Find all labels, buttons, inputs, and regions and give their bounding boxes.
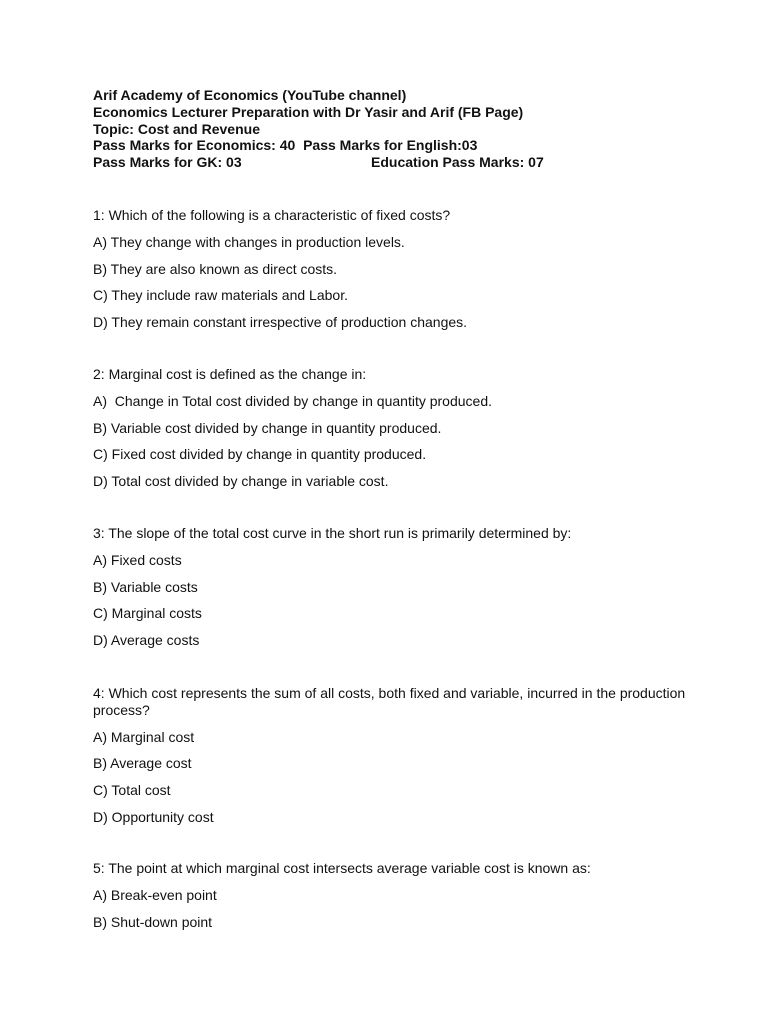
header-topic-line: Topic: Cost and Revenue <box>93 120 260 137</box>
option-a: A) They change with changes in production levels. <box>93 233 405 250</box>
question-2 <box>93 366 693 490</box>
question-text: 3: The slope of the total cost curve in the short run is primarily determined by: <box>93 525 572 541</box>
question-3 <box>93 525 693 649</box>
option-c: C) They include raw materials and Labor. <box>93 287 348 304</box>
question-5 <box>93 860 693 930</box>
option-a: A) Change in Total cost divided by change in quantity produced. <box>93 392 492 409</box>
option-b: B) They are also known as direct costs. <box>93 260 338 277</box>
document-header <box>93 87 693 171</box>
option-c: C) Total cost <box>93 782 171 799</box>
header-pass-marks-gk: Pass Marks for GK: 03 <box>93 154 242 171</box>
option-d: D) They remain constant irrespective of production changes. <box>93 314 468 331</box>
question-4 <box>93 685 693 826</box>
header-pass-marks-economics-english: Pass Marks for Economics: 40 Pass Marks for English:03 <box>93 137 478 154</box>
header-channel-line: Arif Academy of Economics (YouTube channel) <box>93 87 407 103</box>
header-pass-marks-row <box>93 154 693 171</box>
option-b: B) Variable costs <box>93 578 198 595</box>
question-text: 2: Marginal cost is defined as the change in: <box>93 366 367 382</box>
option-b: B) Variable cost divided by change in quantity produced. <box>93 419 442 436</box>
question-text: 5: The point at which marginal cost intersects average variable cost is known as: <box>93 860 591 876</box>
option-a: A) Fixed costs <box>93 551 182 568</box>
option-c: C) Marginal costs <box>93 605 202 622</box>
option-a: A) Marginal cost <box>93 728 195 745</box>
document-page <box>93 87 693 930</box>
question-text: 1: Which of the following is a characteristic of fixed costs? <box>93 207 451 223</box>
option-c: C) Fixed cost divided by change in quantity produced. <box>93 446 427 463</box>
option-a: A) Break-even point <box>93 886 217 903</box>
option-d: D) Average costs <box>93 632 200 649</box>
question-text: 4: Which cost represents the sum of all costs, both fixed and variable, incurred in the production process? <box>93 685 686 718</box>
option-b: B) Shut-down point <box>93 913 213 930</box>
option-d: D) Total cost divided by change in variable cost. <box>93 473 389 490</box>
option-d: D) Opportunity cost <box>93 808 214 825</box>
option-b: B) Average cost <box>93 755 192 772</box>
question-1 <box>93 207 693 331</box>
header-preparation-line: Economics Lecturer Preparation with Dr Yasir and Arif (FB Page) <box>93 103 524 120</box>
header-pass-marks-education: Education Pass Marks: 07 <box>371 154 544 171</box>
